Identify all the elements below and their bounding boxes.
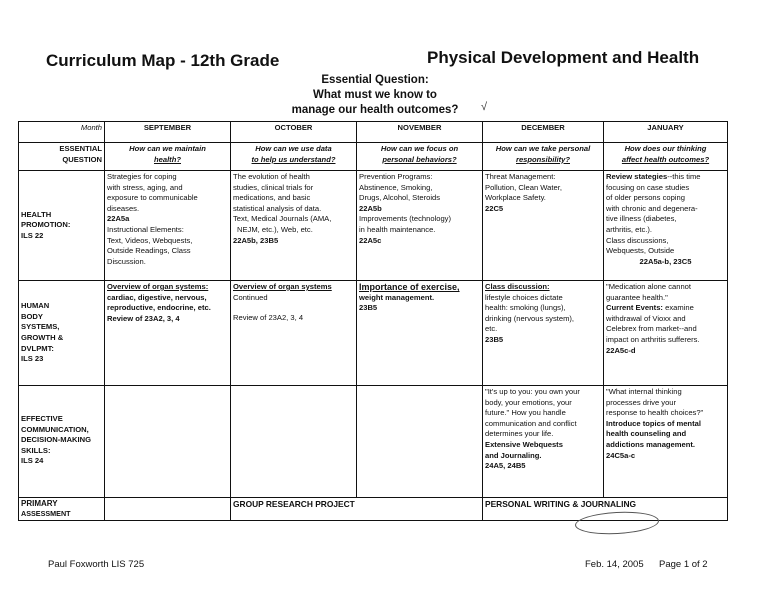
eq-january: How does our thinking affect health outcomes?	[604, 143, 728, 171]
primary-personal-writing: PERSONAL WRITING & JOURNALING	[483, 498, 728, 521]
eq-october: How can we use data to help us understand?	[231, 143, 357, 171]
effective-december: "It's up to you: you own your body, your emotions, your future." How you handle communication and conflict determines your life. Extensive Webquests and Journaling. 24A5, 24B5	[483, 386, 604, 498]
human-november: Importance of exercise, weight management. 23B5	[357, 281, 483, 386]
primary-september	[105, 498, 231, 521]
month-row	[19, 122, 728, 143]
month-september: SEPTEMBER	[105, 122, 231, 143]
health-december: Threat Management: Pollution, Clean Water, Workplace Safety. 22C5	[483, 171, 604, 281]
document-title: Curriculum Map - 12th Grade	[46, 51, 280, 70]
health-november: Prevention Programs: Abstinence, Smoking, Drugs, Alcohol, Steroids 22A5b Improvements (technology) in health maintenance. 22A5c	[357, 171, 483, 281]
essential-question-line2: manage our health outcomes?	[291, 104, 459, 116]
curriculum-table	[18, 121, 728, 521]
essential-question-label: Essential Question:	[321, 74, 429, 86]
month-january: JANUARY	[604, 122, 728, 143]
month-october: OCTOBER	[231, 122, 357, 143]
eq-december: How can we take personal responsibility?	[483, 143, 604, 171]
primary-group-research: GROUP RESEARCH PROJECT	[231, 498, 483, 521]
effective-communication-row	[19, 386, 728, 498]
health-promotion-row	[19, 171, 728, 281]
footer-page: Page 1 of 2	[659, 559, 708, 570]
health-october: The evolution of health studies, clinical trials for medications, and basic statistical analysis of data. Text, Medical Journals (AMA, NEJM, etc.), Web, etc. 22A5b, 23B5	[231, 171, 357, 281]
human-october: Overview of organ systems Continued Review of 23A2, 3, 4	[231, 281, 357, 386]
month-label: Month	[19, 122, 105, 143]
human-january: "Medication alone cannot guarantee health." Current Events: examine withdrawal of Vioxx and Celebrex from market--and impact on arthritis sufferers. 22A5c-d	[604, 281, 728, 386]
row-label-health-promotion: HEALTH PROMOTION: ILS 22	[19, 171, 105, 281]
human-body-row	[19, 281, 728, 386]
essential-question-line1: What must we know to	[313, 89, 437, 101]
row-label-primary-assessment: PRIMARY ASSESSMENT	[19, 498, 105, 521]
month-december: DECEMBER	[483, 122, 604, 143]
row-label-effective-communication: EFFECTIVE COMMUNICATION, DECISION-MAKING SKILLS: ILS 24	[19, 386, 105, 498]
effective-november	[357, 386, 483, 498]
health-september: Strategies for coping with stress, aging, and exposure to communicable diseases. 22A5a Instructional Elements: Text, Videos, Webquests, Outside Readings, Class Discussion.	[105, 171, 231, 281]
row-label-human-body: HUMAN BODY SYSTEMS, GROWTH & DVLPMT: ILS 23	[19, 281, 105, 386]
human-september: Overview of organ systems: cardiac, digestive, nervous, reproductive, endocrine, etc. Review of 23A2, 3, 4	[105, 281, 231, 386]
essential-question-header: ESSENTIAL QUESTION	[19, 143, 105, 171]
essential-question-row	[19, 143, 728, 171]
human-december: Class discussion: lifestyle choices dictate health: smoking (lungs), drinking (nervous system), etc. 23B5	[483, 281, 604, 386]
eq-september: How can we maintain health?	[105, 143, 231, 171]
health-january: Review stategies--this time focusing on case studies of older persons coping with chronic and degenera- tive illness (diabetes, arthritis, etc.). Class discussions, Webquests, Outside 22A5a-b, 23C5	[604, 171, 728, 281]
footer-author: Paul Foxworth LIS 725	[48, 559, 145, 570]
effective-october	[231, 386, 357, 498]
effective-september	[105, 386, 231, 498]
eq-november: How can we focus on personal behaviors?	[357, 143, 483, 171]
effective-january: "What internal thinking processes drive your response to health choices?" Introduce topics of mental health counseling and addictions management. 24C5a-c	[604, 386, 728, 498]
check-mark-icon: √	[481, 101, 488, 113]
footer-date: Feb. 14, 2005	[585, 559, 644, 570]
month-november: NOVEMBER	[357, 122, 483, 143]
subject-title: Physical Development and Health	[427, 48, 700, 67]
